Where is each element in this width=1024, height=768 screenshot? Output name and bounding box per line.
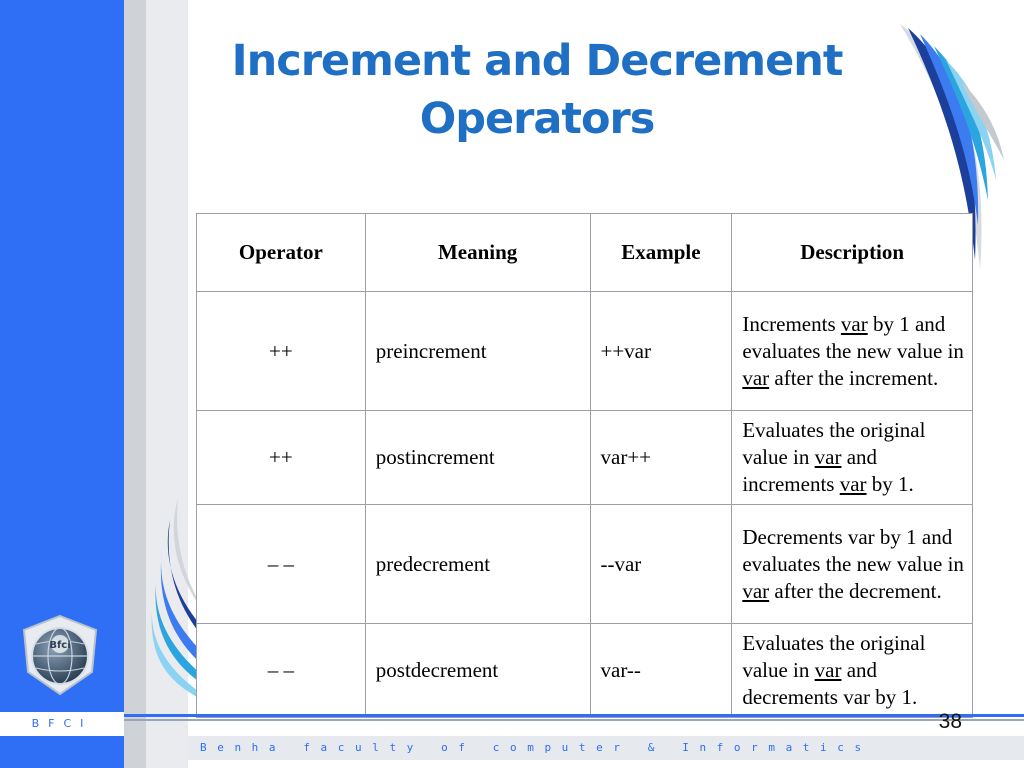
- cell-description: [732, 505, 973, 624]
- header-meaning: Meaning: [365, 214, 590, 292]
- description-var-keyword: var: [839, 472, 867, 496]
- header-operator: Operator: [197, 214, 366, 292]
- description-text: Evaluates the original value in: [742, 631, 926, 682]
- slide-title-line-2: Operators: [419, 94, 655, 144]
- cell-example: --var: [590, 505, 732, 624]
- cell-description: [732, 411, 973, 505]
- cell-example: var--: [590, 624, 732, 718]
- svg-text:Bfci: Bfci: [49, 640, 71, 651]
- cell-meaning: postincrement: [365, 411, 590, 505]
- header-description: Description: [732, 214, 973, 292]
- description-var-keyword: var: [742, 365, 770, 390]
- page-number: 38: [938, 710, 962, 733]
- footer-divider: [124, 714, 1024, 717]
- description-text: and decrements var by 1.: [742, 658, 918, 709]
- left-gray-band: [124, 0, 146, 768]
- footer-left-text: BFCI: [31, 717, 93, 730]
- cell-meaning: postdecrement: [365, 624, 590, 718]
- slide-title: [190, 32, 884, 148]
- cell-meaning: preincrement: [365, 292, 590, 411]
- cell-example: var++: [590, 411, 732, 505]
- header-example: Example: [590, 214, 732, 292]
- cell-operator: – –: [197, 624, 366, 718]
- bfci-logo-icon: [20, 614, 100, 696]
- cell-operator: – –: [197, 505, 366, 624]
- table-header-row: [197, 214, 973, 292]
- footer-tagline: Benha faculty of computer & Informatics: [200, 741, 872, 754]
- description-var-keyword: var: [814, 658, 842, 682]
- cell-operator: ++: [197, 292, 366, 411]
- description-var-keyword: var: [814, 445, 842, 469]
- table-row: [197, 292, 973, 411]
- table-row: [197, 624, 973, 718]
- table-row: [197, 505, 973, 624]
- cell-description: [732, 292, 973, 411]
- footer-divider-secondary: [124, 719, 1024, 721]
- description-var-keyword: var: [742, 578, 770, 603]
- operators-table: [196, 213, 973, 718]
- description-text: by 1 and evaluates the new value in: [742, 311, 964, 363]
- cell-meaning: predecrement: [365, 505, 590, 624]
- description-text: after the increment.: [769, 365, 939, 390]
- description-text: Evaluates the original value in: [742, 418, 926, 469]
- table-row: [197, 411, 973, 505]
- description-var-keyword: var: [840, 311, 868, 336]
- description-text: after the decrement.: [769, 578, 942, 603]
- description-text: Decrements var by 1 and evaluates the new value in: [742, 524, 964, 576]
- slide-title-line-1: Increment and Decrement: [231, 36, 843, 86]
- description-text: and increments: [742, 445, 878, 496]
- cell-example: ++var: [590, 292, 732, 411]
- description-text: by 1.: [866, 472, 914, 496]
- description-text: Increments: [742, 311, 841, 336]
- cell-description: [732, 624, 973, 718]
- cell-operator: ++: [197, 411, 366, 505]
